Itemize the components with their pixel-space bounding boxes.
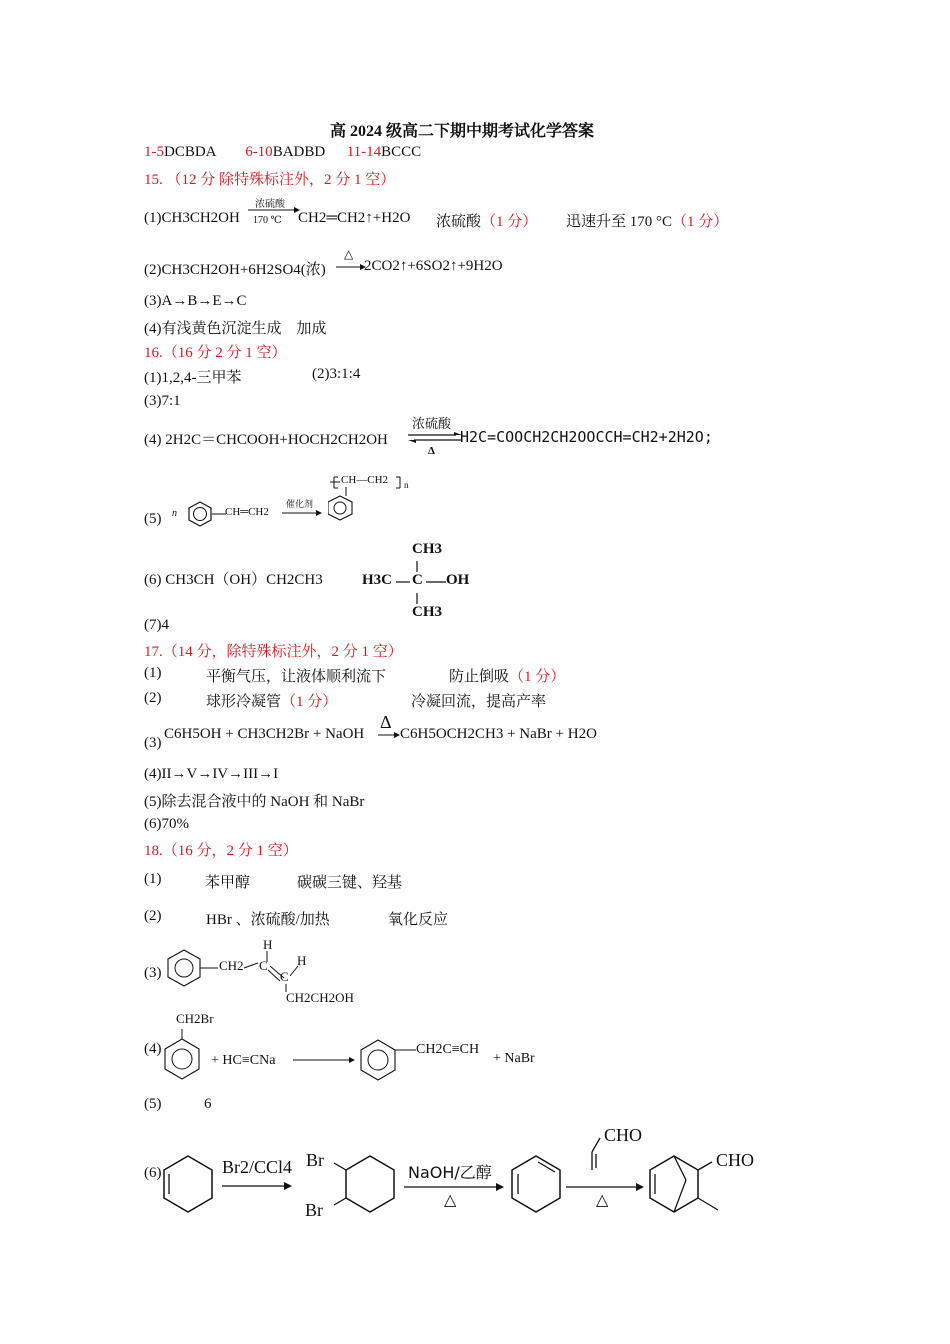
q18-3-h1: H xyxy=(263,937,273,952)
q16-part3: (3)7:1 xyxy=(144,393,181,409)
q17-1-blank2: 防止倒吸 xyxy=(449,669,510,685)
q18-6-diene-cho: CHO xyxy=(604,1125,643,1145)
q18-6-reagent2: NaOH/乙醇 xyxy=(408,1163,492,1182)
q18-6-heat1: △ xyxy=(444,1192,457,1209)
q16-4-arrow-bottom: Δ xyxy=(428,445,435,457)
q18-4-substituent: CH2Br xyxy=(176,1011,214,1026)
q15-2-product: 2CO2↑+6SO2↑+9H2O xyxy=(364,258,503,274)
q16-5-benzene-icon xyxy=(186,500,214,528)
q16-6-label: (6) CH3CH（OH）CH2CH3 xyxy=(144,572,323,588)
q18-3-tail: CH2CH2OH xyxy=(286,990,354,1005)
q17-3-arrow xyxy=(378,730,400,740)
q17-2-blank1: 球形冷凝管 xyxy=(206,694,282,710)
q17-1-score2: （1 分） xyxy=(509,669,566,685)
q16-4-reactants: 2H2C＝CHCOOH+HOCH2CH2OH xyxy=(165,432,388,448)
q17-2-label: (2) xyxy=(144,690,162,706)
q17-2-blank1-wrap xyxy=(206,690,337,711)
q16-5-polymer-n: n xyxy=(404,480,409,490)
q16-5-catalyst: 催化剂 xyxy=(286,500,314,510)
q18-6-reagent1: Br2/CCl4 xyxy=(222,1157,293,1177)
q15-1-product: CH2═CH2↑+H2O xyxy=(298,210,411,226)
q18-3-c2: C xyxy=(280,969,289,984)
q18-6-cyclohexene xyxy=(160,1150,218,1220)
q15-1-answer1: 浓硫酸 xyxy=(436,214,482,230)
q15-2-label: (2) xyxy=(144,262,162,278)
q16-part2: (2)3:1:4 xyxy=(312,366,361,382)
mc-answers-2: BADBD xyxy=(272,144,326,160)
q18-4-arrow xyxy=(293,1055,355,1065)
q15-2-arrow xyxy=(336,262,366,272)
q18-5-label: (5) xyxy=(144,1096,162,1112)
q18-6-cyclohexadiene xyxy=(508,1150,566,1220)
q16-header: 16.（16 分 2 分 1 空） xyxy=(144,345,287,361)
q18-6-label: (6) xyxy=(144,1165,162,1181)
q17-2-blank2: 冷凝回流，提高产率 xyxy=(411,694,547,710)
mc-answers xyxy=(144,144,421,161)
q15-part2 xyxy=(144,258,326,279)
q18-2-label: (2) xyxy=(144,908,162,924)
q18-6-dibromocyclohexane xyxy=(320,1150,400,1220)
q17-1-label: (1) xyxy=(144,665,162,681)
q16-6-bottom: CH3 xyxy=(412,604,442,620)
q15-1-label: (1) xyxy=(144,210,162,226)
q17-3-arrow-top: Δ xyxy=(380,712,392,732)
q15-1-answer2: 迅速升至 170 °C xyxy=(566,214,673,230)
q17-3-products: C6H5OCH2CH3 + NaBr + H2O xyxy=(400,726,597,742)
q15-part4: (4)有浅黄色沉淀生成 加成 xyxy=(144,321,327,337)
q16-5-bond xyxy=(212,512,226,516)
q16-4-arrow-top: 浓硫酸 xyxy=(412,417,452,432)
q18-5-answer: 6 xyxy=(204,1096,212,1112)
q15-header: 15. （12 分 除特殊标注外，2 分 1 空） xyxy=(144,172,396,188)
page-title: 高 2024 级高二下期中期考试化学答案 xyxy=(330,123,595,140)
q17-part5: (5)除去混合液中的 NaOH 和 NaBr xyxy=(144,794,365,810)
q15-1-arrow-top: 浓硫酸 xyxy=(255,199,285,210)
q17-1-blank2-wrap xyxy=(449,665,565,686)
q18-4-product-chain: CH2C≡CH xyxy=(416,1042,480,1057)
q18-3-h2: H xyxy=(297,953,307,968)
q16-5-n: n xyxy=(172,508,177,519)
q18-1-label: (1) xyxy=(144,871,162,887)
q15-1-blank2 xyxy=(566,210,728,231)
q18-2-blank1: HBr 、浓硫酸/加热 xyxy=(206,912,330,928)
q16-4-equilibrium-arrow xyxy=(408,432,462,444)
q16-6-center: C xyxy=(412,572,423,588)
q17-2-score1: （1 分） xyxy=(281,694,338,710)
q15-1-reactant: CH3CH2OH xyxy=(161,210,240,226)
q18-4-label: (4) xyxy=(144,1041,162,1057)
q18-1-blank1: 苯甲醇 xyxy=(205,875,251,891)
q18-3-c1: C xyxy=(259,958,268,973)
mc-range-1: 1-5 xyxy=(144,144,164,160)
mc-range-2: 6-10 xyxy=(245,144,273,160)
q16-6-right: OH xyxy=(446,572,470,588)
q18-6-bicyclic-product xyxy=(646,1150,726,1220)
q18-4-byproduct: + NaBr xyxy=(493,1051,535,1066)
q16-4-label: (4) xyxy=(144,432,162,448)
q18-1-blank2: 碳碳三键、羟基 xyxy=(297,875,403,891)
q15-1-arrow xyxy=(248,205,300,215)
q16-part4 xyxy=(144,428,388,449)
q17-part6: (6)70% xyxy=(144,816,189,832)
q16-6-left: H3C xyxy=(362,572,392,588)
q18-3-label: (3) xyxy=(144,965,162,981)
mc-answers-1: DCBDA xyxy=(164,144,216,160)
q16-5-polymer-chain: CH—CH2 xyxy=(341,474,389,486)
q17-header: 17.（14 分，除特殊标注外，2 分 1 空） xyxy=(144,644,403,660)
q16-5-label: (5) xyxy=(144,511,162,527)
mc-answers-3: BCCC xyxy=(381,144,422,160)
q16-part7: (7)4 xyxy=(144,617,169,633)
q16-4-products: H2C=COOCH2CH2OOCCH=CH2+2H2O; xyxy=(460,428,713,446)
q17-3-reactants: C6H5OH + CH3CH2Br + NaOH xyxy=(164,726,365,742)
q16-5-monomer-chain: CH═CH2 xyxy=(225,506,269,518)
q18-header: 18.（16 分，2 分 1 空） xyxy=(144,843,298,859)
q15-part3: (3)A→B→E→C xyxy=(144,293,247,309)
q16-5-arrow xyxy=(282,509,322,517)
q18-6-br-top: Br xyxy=(306,1150,324,1170)
q18-3-ch2: CH2 xyxy=(219,958,244,973)
q18-6-arrow1 xyxy=(222,1181,292,1191)
q17-part4: (4)II→V→IV→III→I xyxy=(144,766,279,782)
q16-6-top: CH3 xyxy=(412,541,442,557)
q15-part1 xyxy=(144,210,240,227)
q15-1-score2: （1 分） xyxy=(672,214,729,230)
q15-2-arrow-top: △ xyxy=(344,247,354,261)
q18-2-blank2: 氧化反应 xyxy=(388,912,449,928)
q15-2-reactant: CH3CH2OH+6H2SO4(浓) xyxy=(161,262,326,278)
q17-1-blank1: 平衡气压，让液体顺利流下 xyxy=(206,669,387,685)
q18-6-product-cho: CHO xyxy=(716,1150,755,1170)
q17-3-label: (3) xyxy=(144,735,162,751)
q15-1-arrow-bottom: 170 ℃ xyxy=(253,215,282,226)
q15-1-score1: （1 分） xyxy=(481,214,538,230)
q18-4-reagent: + HC≡CNa xyxy=(211,1053,276,1068)
q18-4-product-benzene xyxy=(356,1036,418,1086)
q16-6-bonds xyxy=(360,555,460,610)
q18-6-heat2: △ xyxy=(596,1192,609,1209)
q18-6-br-bottom: Br xyxy=(305,1200,323,1220)
q15-1-blank1 xyxy=(436,210,537,231)
q18-4-benzyl-bromide xyxy=(160,1025,206,1085)
mc-range-3: 11-14 xyxy=(346,144,382,160)
q16-part1: (1)1,2,4-三甲苯 xyxy=(144,370,242,386)
